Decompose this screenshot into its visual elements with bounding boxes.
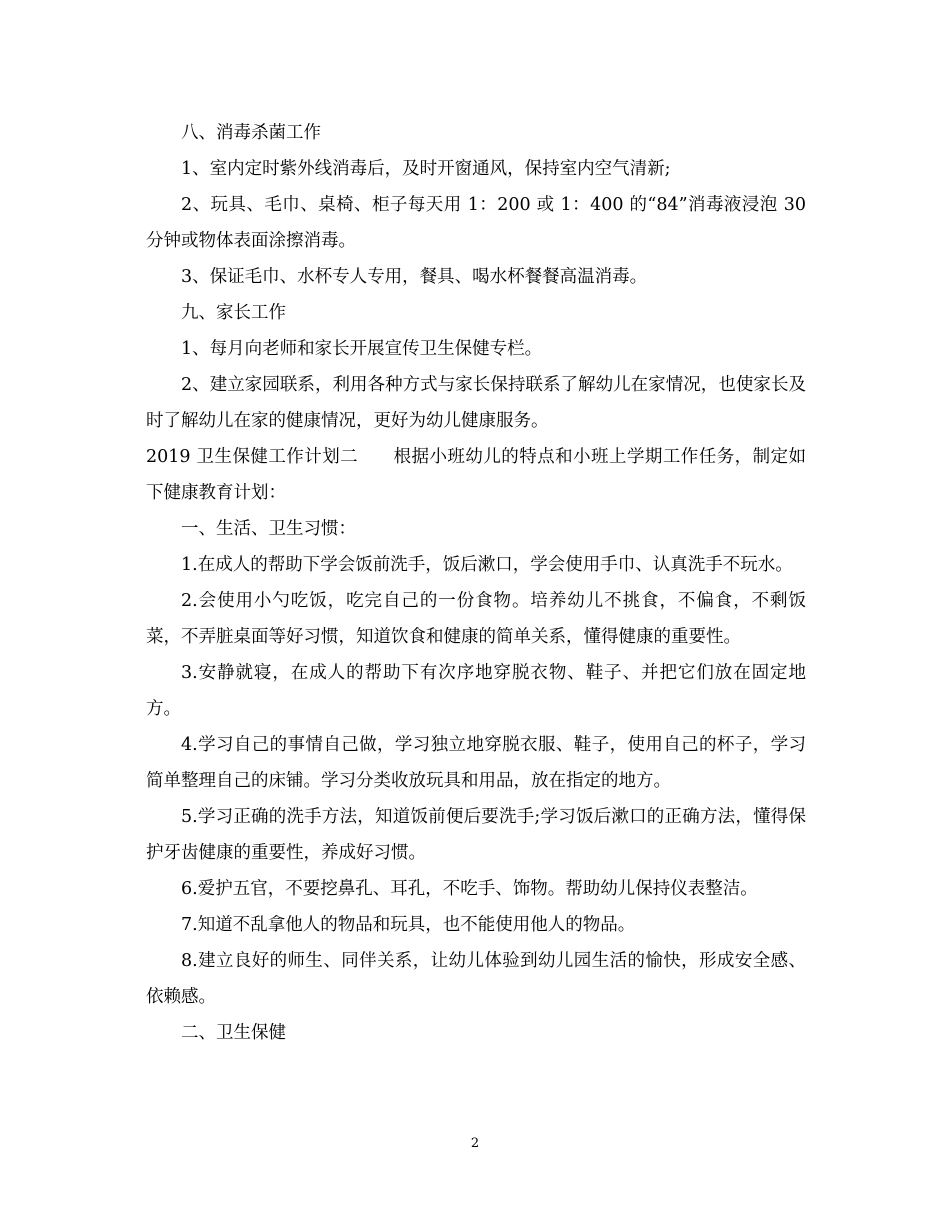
disinfection-item-2: 2、玩具、毛巾、桌椅、柜子每天用 1：200 或 1：400 的“84”消毒液浸泡 30 分钟或物体表面涂擦消毒。 (146, 195, 806, 251)
plan-two-intro-text: 根据小班幼儿的特点和小班上学期工作任务，制定如下健康教育计划： (146, 447, 807, 503)
plan-two-title: 2019 卫生保健工作计划二 (146, 447, 359, 467)
habits-item-2: 2.会使用小勺吃饭，吃完自己的一份食物。培养幼儿不挑食，不偏食，不剩饭菜，不弄脏桌面等好习惯，知道饮食和健康的简单关系，懂得健康的重要性。 (146, 591, 806, 647)
page-number: 2 (470, 1136, 480, 1151)
plan-two-intro (146, 439, 806, 511)
habits-item-4: 4.学习自己的事情自己做，学习独立地穿脱衣服、鞋子，使用自己的杯子，学习简单整理自己的床铺。学习分类收放玩具和用品，放在指定的地方。 (146, 735, 806, 791)
section-heading-disinfection: 八、消毒杀菌工作 (181, 123, 321, 143)
section-heading-health-care: 二、卫生保健 (181, 1023, 286, 1043)
document-body (146, 115, 806, 1051)
disinfection-item-3: 3、保证毛巾、水杯专人专用，餐具、喝水杯餐餐高温消毒。 (181, 267, 648, 287)
habits-item-5: 5.学习正确的洗手方法，知道饭前便后要洗手;学习饭后漱口的正确方法，懂得保护牙齿健康的重要性，养成好习惯。 (146, 807, 806, 863)
habits-item-8: 8.建立良好的师生、同伴关系，让幼儿体验到幼儿园生活的愉快，形成安全感、依赖感。 (146, 951, 806, 1007)
parents-item-2: 2、建立家园联系，利用各种方式与家长保持联系了解幼儿在家情况，也使家长及时了解幼儿在家的健康情况，更好为幼儿健康服务。 (146, 375, 806, 431)
section-heading-habits: 一、生活、卫生习惯： (181, 519, 356, 539)
parents-item-1: 1、每月向老师和家长开展宣传卫生保健专栏。 (181, 339, 543, 359)
disinfection-item-1: 1、室内定时紫外线消毒后，及时开窗通风，保持室内空气清新; (181, 159, 671, 179)
habits-item-7: 7.知道不乱拿他人的物品和玩具，也不能使用他人的物品。 (181, 915, 636, 935)
habits-item-6: 6.爱护五官，不要挖鼻孔、耳孔，不吃手、饰物。帮助幼儿保持仪表整洁。 (181, 879, 758, 899)
habits-item-3: 3.安静就寝，在成人的帮助下有次序地穿脱衣物、鞋子、并把它们放在固定地方。 (146, 663, 806, 719)
section-heading-parents: 九、家长工作 (181, 303, 286, 323)
habits-item-1: 1.在成人的帮助下学会饭前洗手，饭后漱口，学会使用手巾、认真洗手不玩水。 (181, 555, 793, 575)
